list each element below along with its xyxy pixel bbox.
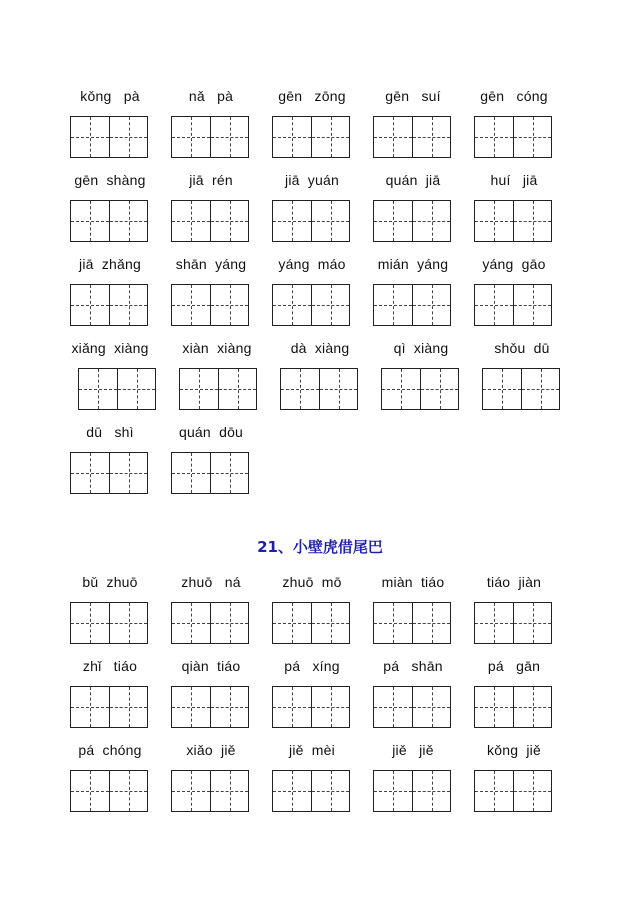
pinyin-text: jiā rén xyxy=(189,172,233,188)
pinyin-text: pá chóng xyxy=(78,742,142,758)
pinyin-text: kǒng jiě xyxy=(487,742,541,758)
writing-grid[interactable] xyxy=(70,200,148,242)
writing-grid[interactable] xyxy=(70,686,148,728)
writing-grid[interactable] xyxy=(171,686,249,728)
writing-grid[interactable] xyxy=(474,200,552,242)
pinyin-text: gēn shàng xyxy=(74,172,146,188)
pinyin-text: bǔ zhuō xyxy=(82,574,138,590)
pinyin-text: gēn suí xyxy=(385,88,441,104)
pinyin-text: tiáo jiàn xyxy=(486,574,542,590)
pinyin-text: gēn cóng xyxy=(480,88,548,104)
writing-grid[interactable] xyxy=(373,770,451,812)
pinyin-text: zhǐ tiáo xyxy=(82,658,138,674)
pinyin-row-8 xyxy=(0,740,640,824)
writing-grid[interactable] xyxy=(78,368,156,410)
pinyin-item xyxy=(474,656,554,740)
writing-grid[interactable] xyxy=(373,200,451,242)
pinyin-row-7 xyxy=(0,656,640,740)
pinyin-item xyxy=(70,740,150,824)
pinyin-row-5 xyxy=(0,422,640,506)
pinyin-row-4 xyxy=(0,338,640,422)
pinyin-text: jiā yuán xyxy=(285,172,339,188)
pinyin-item xyxy=(373,740,453,824)
pinyin-text: shān yáng xyxy=(175,256,247,272)
writing-grid[interactable] xyxy=(474,284,552,326)
pinyin-item xyxy=(171,254,251,338)
pinyin-item xyxy=(272,170,352,254)
pinyin-item xyxy=(171,572,251,656)
pinyin-text: jiā zhǎng xyxy=(79,256,141,272)
writing-grid[interactable] xyxy=(272,686,350,728)
pinyin-text: quán dōu xyxy=(178,424,244,440)
writing-grid[interactable] xyxy=(272,770,350,812)
writing-grid[interactable] xyxy=(272,116,350,158)
writing-grid[interactable] xyxy=(70,602,148,644)
pinyin-item xyxy=(70,656,150,740)
writing-grid[interactable] xyxy=(474,686,552,728)
pinyin-item xyxy=(272,254,352,338)
pinyin-item xyxy=(71,338,158,422)
pinyin-item xyxy=(474,86,554,170)
pinyin-row-3 xyxy=(0,254,640,338)
pinyin-text: jiě mèi xyxy=(289,742,335,758)
writing-grid[interactable] xyxy=(171,284,249,326)
pinyin-item xyxy=(373,656,453,740)
writing-grid[interactable] xyxy=(381,368,459,410)
pinyin-text: pá gān xyxy=(487,658,541,674)
pinyin-item xyxy=(272,572,352,656)
pinyin-item xyxy=(179,338,259,422)
pinyin-text: xiàn xiàng xyxy=(182,340,252,356)
writing-grid[interactable] xyxy=(373,284,451,326)
pinyin-text: pá shān xyxy=(383,658,443,674)
pinyin-text: yáng máo xyxy=(278,256,346,272)
writing-grid[interactable] xyxy=(272,284,350,326)
pinyin-item xyxy=(272,740,352,824)
pinyin-text: dū shì xyxy=(86,424,134,440)
pinyin-item xyxy=(171,656,251,740)
pinyin-text: yáng gāo xyxy=(482,256,546,272)
writing-grid[interactable] xyxy=(70,452,148,494)
pinyin-text: zhuō mō xyxy=(282,574,342,590)
pinyin-item xyxy=(171,422,251,506)
pinyin-text: pá xíng xyxy=(284,658,340,674)
pinyin-item xyxy=(70,86,150,170)
writing-grid[interactable] xyxy=(474,116,552,158)
writing-grid[interactable] xyxy=(280,368,358,410)
pinyin-item xyxy=(171,170,251,254)
pinyin-item xyxy=(381,338,461,422)
pinyin-text: kǒng pà xyxy=(80,88,140,104)
pinyin-text: qì xiàng xyxy=(393,340,449,356)
writing-grid[interactable] xyxy=(482,368,560,410)
pinyin-item xyxy=(474,254,554,338)
pinyin-text: miàn tiáo xyxy=(381,574,445,590)
pinyin-item xyxy=(70,254,150,338)
writing-grid[interactable] xyxy=(272,602,350,644)
pinyin-item xyxy=(474,572,554,656)
pinyin-text: xiǎng xiàng xyxy=(71,340,149,356)
writing-grid[interactable] xyxy=(179,368,257,410)
pinyin-text: gēn zōng xyxy=(278,88,346,104)
writing-grid[interactable] xyxy=(171,602,249,644)
writing-grid[interactable] xyxy=(70,770,148,812)
pinyin-item xyxy=(70,422,150,506)
writing-grid[interactable] xyxy=(171,116,249,158)
lesson-title: 21、小壁虎借尾巴 xyxy=(257,538,383,556)
pinyin-item xyxy=(70,170,150,254)
writing-grid[interactable] xyxy=(272,200,350,242)
writing-grid[interactable] xyxy=(373,602,451,644)
pinyin-item xyxy=(70,572,150,656)
pinyin-item xyxy=(272,86,352,170)
pinyin-item xyxy=(482,338,562,422)
pinyin-text: huí jiā xyxy=(490,172,538,188)
writing-grid[interactable] xyxy=(373,686,451,728)
pinyin-item xyxy=(373,254,453,338)
pinyin-item xyxy=(474,740,554,824)
pinyin-text: zhuō ná xyxy=(181,574,241,590)
pinyin-item xyxy=(373,572,453,656)
pinyin-text: shǒu dū xyxy=(494,340,550,356)
pinyin-item xyxy=(171,740,251,824)
pinyin-row-2 xyxy=(0,170,640,254)
pinyin-text: nǎ pà xyxy=(188,88,234,104)
pinyin-text: mián yáng xyxy=(377,256,449,272)
pinyin-text: xiǎo jiě xyxy=(186,742,236,758)
pinyin-text: quán jiā xyxy=(385,172,441,188)
pinyin-row-1 xyxy=(0,86,640,170)
pinyin-text: dà xiàng xyxy=(290,340,350,356)
pinyin-item xyxy=(373,170,453,254)
pinyin-row-6 xyxy=(0,572,640,656)
writing-grid[interactable] xyxy=(171,200,249,242)
writing-grid[interactable] xyxy=(474,770,552,812)
pinyin-item xyxy=(474,170,554,254)
writing-grid[interactable] xyxy=(373,116,451,158)
pinyin-text: jiě jiě xyxy=(392,742,434,758)
writing-grid[interactable] xyxy=(171,770,249,812)
pinyin-item xyxy=(373,86,453,170)
writing-grid[interactable] xyxy=(70,284,148,326)
pinyin-item xyxy=(280,338,360,422)
writing-grid[interactable] xyxy=(171,452,249,494)
pinyin-text: qiàn tiáo xyxy=(181,658,241,674)
pinyin-item xyxy=(272,656,352,740)
writing-grid[interactable] xyxy=(70,116,148,158)
writing-grid[interactable] xyxy=(474,602,552,644)
pinyin-item xyxy=(171,86,251,170)
